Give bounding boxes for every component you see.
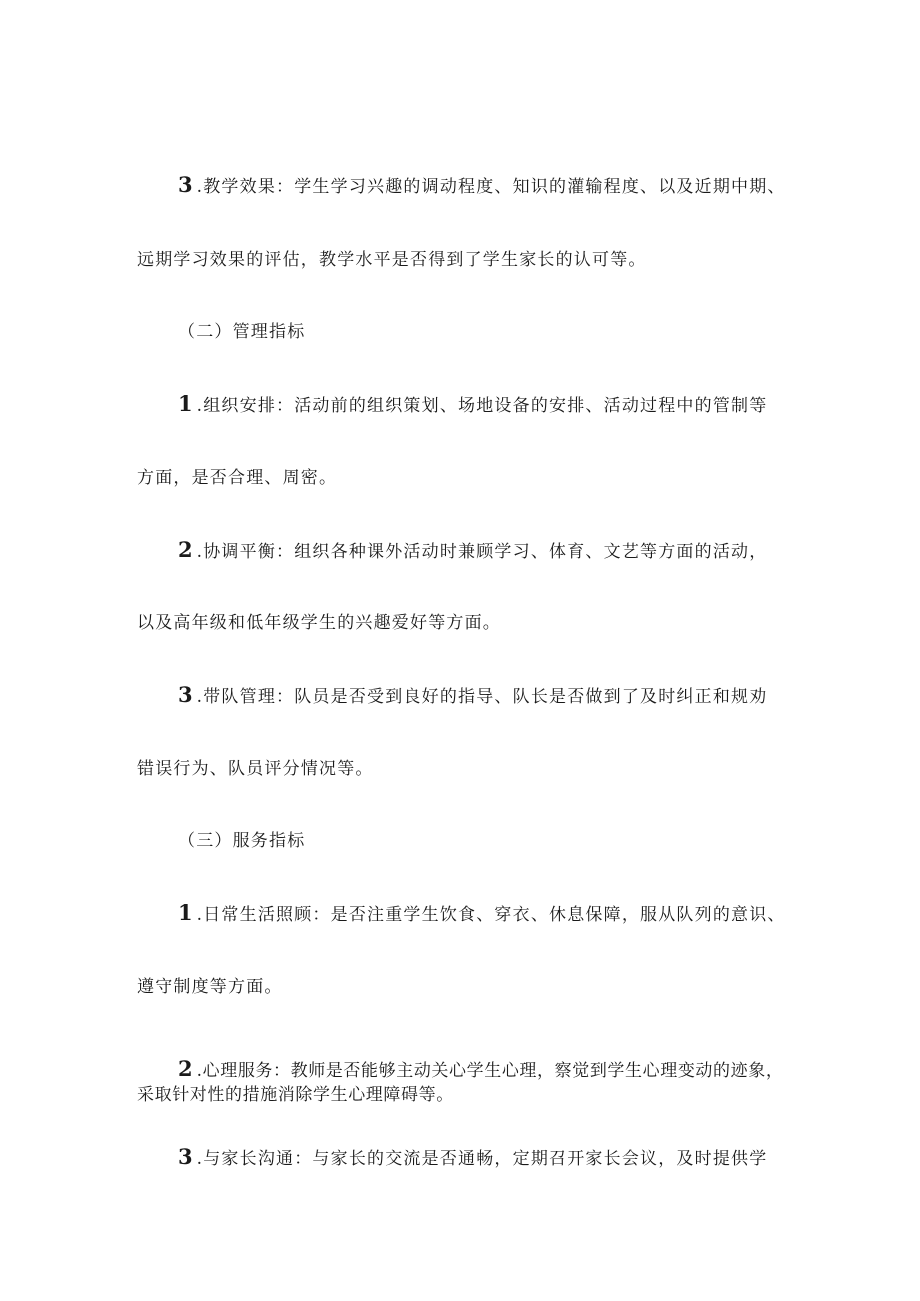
paragraph-7-line-1 bbox=[178, 1146, 767, 1170]
paragraph-text: .与家长沟通：与家长的交流是否通畅，定期召开家长会议，及时提供学 bbox=[196, 1149, 768, 1169]
paragraph-4-line-2 bbox=[137, 758, 374, 780]
paragraph-1-line-2 bbox=[137, 249, 647, 271]
paragraph-4-line-1 bbox=[178, 684, 767, 708]
paragraph-text: .教学效果：学生学习兴趣的调动程度、知识的灌输程度、以及近期中期、 bbox=[196, 177, 786, 197]
item-number: 2 bbox=[178, 1056, 193, 1081]
section-heading-text: （二）管理指标 bbox=[178, 322, 306, 342]
paragraph-text: 错误行为、队员评分情况等。 bbox=[137, 759, 374, 779]
paragraph-text: 遵守制度等方面。 bbox=[137, 977, 283, 997]
paragraph-1-line-1 bbox=[178, 174, 786, 198]
paragraph-text: .组织安排：活动前的组织策划、场地设备的安排、活动过程中的管制等 bbox=[196, 396, 768, 416]
section-heading-text: （三）服务指标 bbox=[178, 831, 306, 851]
paragraph-2-line-1 bbox=[178, 393, 767, 417]
section-heading-management bbox=[178, 321, 305, 343]
paragraph-2-line-2 bbox=[137, 467, 337, 489]
item-number: 3 bbox=[178, 172, 193, 197]
item-number: 3 bbox=[178, 1144, 193, 1169]
paragraph-text: .心理服务：教师是否能够主动关心学生心理，察觉到学生心理变动的迹象， bbox=[196, 1061, 784, 1081]
paragraph-5-line-1 bbox=[178, 902, 786, 926]
paragraph-text: .协调平衡：组织各种课外活动时兼顾学习、体育、文艺等方面的活动， bbox=[196, 542, 768, 562]
paragraph-text: 以及高年级和低年级学生的兴趣爱好等方面。 bbox=[137, 613, 501, 633]
item-number: 2 bbox=[178, 537, 193, 562]
item-number: 1 bbox=[178, 391, 193, 416]
paragraph-text: .带队管理：队员是否受到良好的指导、队长是否做到了及时纠正和规劝 bbox=[196, 687, 768, 707]
paragraph-text: 方面，是否合理、周密。 bbox=[137, 468, 338, 488]
item-number: 1 bbox=[178, 900, 193, 925]
item-number: 3 bbox=[178, 682, 193, 707]
paragraph-3-line-1 bbox=[178, 539, 767, 563]
paragraph-6-line-1 bbox=[178, 1058, 783, 1082]
paragraph-5-line-2 bbox=[137, 976, 283, 998]
section-heading-service bbox=[178, 830, 305, 852]
paragraph-text: .日常生活照顾：是否注重学生饮食、穿衣、休息保障，服从队列的意识、 bbox=[196, 905, 786, 925]
paragraph-text: 远期学习效果的评估，教学水平是否得到了学生家长的认可等。 bbox=[137, 250, 647, 270]
paragraph-text: 采取针对性的措施消除学生心理障碍等。 bbox=[137, 1085, 454, 1105]
paragraph-6-line-2 bbox=[137, 1084, 454, 1106]
paragraph-3-line-2 bbox=[137, 612, 501, 634]
